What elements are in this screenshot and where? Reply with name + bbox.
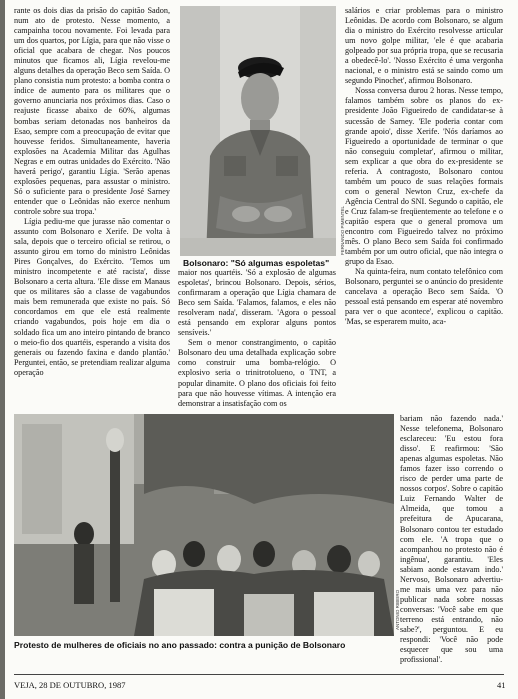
paragraph: salários e criar problemas para o ministro Leônidas. De acordo com Bolsonaro, se algum dia o ministro do Exército resolvesse articular um novo golpe militar, 'ele é que acabaria golpeado por sua própria tropa, que se recusaria a obedecê-lo'. 'Nosso Exército é uma vergonha nacional, e o ministro está se saindo como um segundo Pinochet', afirmou Bolsonaro. — [345, 6, 503, 86]
scan-edge — [0, 0, 5, 699]
paragraph: Sem o menor constrangimento, o capitão Bolsonaro deu uma detalhada explicação sobre como construir uma bomba-relógio. O explosivo seria o trinitrotolueno, o TNT, a popular dinamite. O plano dos oficiais foi feito para que não houvesse vítimas. A intenção era demonstrar a insatisfação com os — [178, 338, 336, 408]
bolsonaro-portrait-photo — [180, 6, 336, 256]
paragraph: rante os dois dias da prisão do capitão Sadon, num ato de protesto. Nesse momento, a campainha tocou novamente. Foi levada para um dos quartos, por Lígia, para que não visse o oficial que acabara de chegar. Nos poucos minutos que ficamos ali, Lígia revelou-me alguns detalhes da operação Beco sem Saída. O plano consistia num protesto: a bomba contra o índice de aumento para os militares que o governo anunciaria nos próximos dias. Caso o reajuste ficasse abaixo de 60%, algumas bombas seriam detonadas nos banheiros da Esao, sempre com a preocupação de evitar que houvesse feridos. Simultaneamente, haveria explosões na Academia Militar das Agulhas Negras e em outras unidades do Exército. 'Não haverá perigo', garantiu Lígia. 'Serão apenas explosões pequenas, para assustar o ministro. Só o suficiente para o presidente José Sarney entender que o Leônidas não exerce nenhum controle sobre sua tropa.' — [14, 6, 170, 216]
photo-caption-portrait: Bolsonaro: "Só algumas espoletas" — [183, 258, 330, 268]
photo-credit-portrait: FERNANDO PIMENTEL — [340, 205, 345, 255]
article-column-1 — [14, 6, 170, 410]
paragraph: Nossa conversa durou 2 horas. Nesse tempo, falamos também sobre os planos do ex-presidente João Figueiredo de candidatar-se à sucessão de Sarney. 'Ele poderia contar com grande apoio', disse Xerife. 'Nós daríamos ao Figueiredo a oportunidade de terminar o que não conseguiu completar', afirmou o militar, sem explicar a que obra do ex-presidente se referia. A contragosto, Bolsonaro contou também um pouco de suas relações formais com o general Newton Cruz, ex-chefe da Agência Central do SNI. Segundo o capitão, ele e Cruz falam-se freqüentemente ao telefone e o capitão espera que o general promova um encontro com Figueiredo talvez no próximo mês. O plano Beco sem Saída foi confirmado também por um outro oficial, que não integra o grupo da Esao. — [345, 86, 503, 267]
footer-rule — [14, 674, 504, 675]
paragraph: bariam não fazendo nada.' Nesse telefonema, Bolsonaro esclareceu: 'Eu estou fora disso'. E reafirmou: 'São apenas algumas espoletas. Não famos fazer isso correndo o risco de perder uma parte de nossos corpos'. Sobre o capitão Luiz Fernando Walter de Almeida, que tomou a prefeitura de Apucarana, Bolsonaro contou ter estudado com ele. 'A tropa que o acompanhou no protesto não é ingênua', garantiu. 'Eles sabiam aonde estavam indo.' Nervoso, Bolsonaro advertiu-me mais uma vez para não publicar nada sobre nossas conversas: 'Você sabe em que terreno está entrando, não sabe?', perguntou. E eu respondi: 'Você não pode esquecer que sou uma profissional'. — [400, 414, 503, 665]
portrait-image — [180, 6, 336, 256]
photo-caption-protest: Protesto de mulheres de oficiais no ano passado: contra a punição de Bolsonaro — [14, 640, 346, 650]
article-column-2 — [178, 268, 336, 412]
article-column-3-continued — [400, 414, 503, 665]
footer-issue-date: VEJA, 28 DE OUTUBRO, 1987 — [14, 680, 126, 690]
page-number: 41 — [497, 680, 506, 690]
article-column-3 — [345, 6, 503, 412]
protest-photo — [14, 414, 394, 636]
protest-image — [14, 414, 394, 636]
paragraph: Lígia pediu-me que jurasse não comentar o assunto com Bolsonaro e Xerife. De volta à sala, depois que o terceiro oficial se retirou, o assunto girou em torno do ministro Leônidas Pires Gonçalves, do Exército. 'Temos um ministro incompetente e até racista', disse Bolsonaro a certa altura. 'Ele disse em Manaus que os militares são a classe de vagabundos mais bem remunerada que existe no país. Só concordamos em que ele está realmente criando vagabundos, pois hoje em dia o soldado fica um ano inteiro pintando de branco o meio-fio dos quartéis, esperando a visita dos generais ou fazendo faxina e dando plantão.' Perguntei, então, se pretendiam realizar alguma operação — [14, 216, 170, 377]
photo-credit-protest: ANTONIO RIBEIRO — [395, 589, 400, 630]
paragraph: maior nos quartéis. 'Só a explosão de algumas espoletas', brincou Bolsonaro. Depois, sérios, confirmaram a operação que Lígia chamara de Beco sem Saída. 'Falamos, falamos, e eles não resolveram nada', disseram. 'Agora o pessoal está pensando em explorar alguns pontos sensíveis.' — [178, 268, 336, 338]
paragraph: Na quinta-feira, num contato telefônico com Bolsonaro, perguntei se o anúncio do presidente cancelava a operação Beco sem Saída. 'O pessoal está pensando em esperar até novembro para ver o que acontece', explicou o capitão. 'Mas, se esperarem muito, aca- — [345, 267, 503, 327]
